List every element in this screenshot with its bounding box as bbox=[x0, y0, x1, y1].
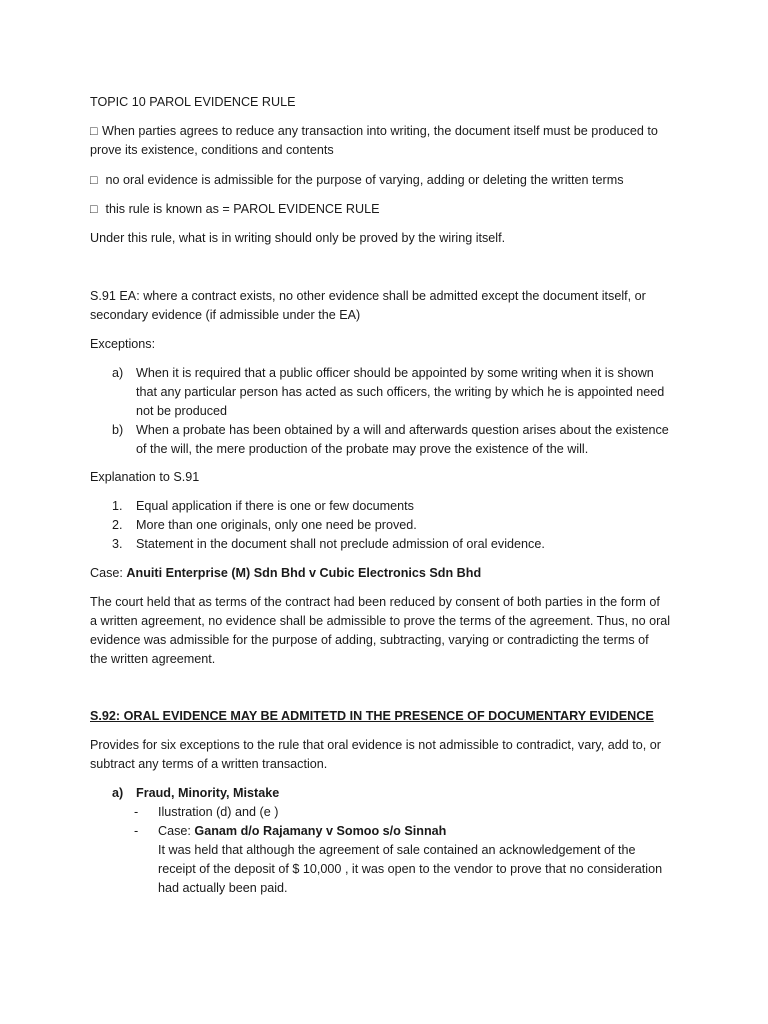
exception-b-line-1: When a probate has been obtained by a will and afterwards question arises about the existence bbox=[136, 423, 669, 437]
holding-line-2: a written agreement, no evidence shall be admissible to prove the terms of the agreement. Thus, no oral bbox=[90, 614, 671, 628]
holding-line-3: evidence was admissible for the purpose of adding, subtracting, varying or contradicting the terms of bbox=[90, 633, 649, 647]
exception-a-line-1: When it is required that a public officer should be appointed by some writing when it is shown bbox=[136, 366, 654, 380]
explanation-3-text: Statement in the document shall not preclude admission of oral evidence. bbox=[136, 537, 545, 551]
case-prefix: Case: bbox=[158, 824, 195, 838]
dash-marker: - bbox=[134, 824, 139, 838]
s92-intro-line-2: subtract any terms of a written transaction. bbox=[90, 757, 328, 771]
bullet-box-icon: □ bbox=[90, 124, 98, 138]
explanation-3-label: 3. bbox=[112, 537, 123, 551]
holding-line-4: the written agreement. bbox=[90, 652, 216, 666]
intro-point-1 bbox=[90, 122, 658, 141]
intro-summary: Under this rule, what is in writing should only be proved by the wiring itself. bbox=[90, 231, 506, 245]
s92-case-line-2: receipt of the deposit of $ 10,000 , it was open to the vendor to prove that no consideration bbox=[158, 862, 663, 876]
explanation-2-label: 2. bbox=[112, 518, 123, 532]
explanation-1-label: 1. bbox=[112, 499, 123, 513]
exception-b-label: b) bbox=[112, 423, 124, 437]
s92-case bbox=[158, 822, 446, 841]
s92-intro-line-1: Provides for six exceptions to the rule that oral evidence is not admissible to contradict, vary, add to, or bbox=[90, 738, 661, 752]
intro-point-2 bbox=[90, 171, 624, 190]
s92-case-line-1: It was held that although the agreement of sale contained an acknowledgement of the bbox=[158, 843, 636, 857]
holding-line-1: The court held that as terms of the contract had been reduced by consent of both parties in the form of bbox=[90, 595, 660, 609]
s92-heading: S.92: ORAL EVIDENCE MAY BE ADMITETD IN THE PRESENCE OF DOCUMENTARY EVIDENCE bbox=[90, 709, 654, 723]
s91-line-1: S.91 EA: where a contract exists, no other evidence shall be admitted except the document itself, or bbox=[90, 289, 646, 303]
s91-line-2: secondary evidence (if admissible under the EA) bbox=[90, 308, 361, 322]
intro-point-1-line-1: When parties agrees to reduce any transaction into writing, the document itself must be produced to bbox=[102, 124, 658, 138]
bullet-box-icon: □ bbox=[90, 202, 98, 216]
s92-case-line-3: had actually been paid. bbox=[158, 881, 288, 895]
case-name: Anuiti Enterprise (M) Sdn Bhd v Cubic Electronics Sdn Bhd bbox=[126, 566, 482, 580]
explanation-heading: Explanation to S.91 bbox=[90, 470, 200, 484]
page-title: TOPIC 10 PAROL EVIDENCE RULE bbox=[90, 95, 296, 109]
case-prefix: Case: bbox=[90, 566, 127, 580]
explanation-2-text: More than one originals, only one need be proved. bbox=[136, 518, 417, 532]
exception-a-label: a) bbox=[112, 366, 124, 380]
exception-a-line-2: that any particular person has acted as such officers, the writing by which he is appointed need bbox=[136, 385, 665, 399]
s91-case bbox=[90, 564, 481, 583]
intro-point-3 bbox=[90, 200, 380, 219]
intro-point-3-text: this rule is known as = PAROL EVIDENCE RULE bbox=[102, 202, 380, 216]
exception-a-line-3: not be produced bbox=[136, 404, 228, 418]
item-a-title: Fraud, Minority, Mistake bbox=[136, 786, 280, 800]
explanation-1-text: Equal application if there is one or few documents bbox=[136, 499, 414, 513]
case-name: Ganam d/o Rajamany v Somoo s/o Sinnah bbox=[194, 824, 447, 838]
item-a-label: a) bbox=[112, 786, 124, 800]
intro-point-2-text: no oral evidence is admissible for the purpose of varying, adding or deleting the written terms bbox=[102, 173, 624, 187]
exceptions-heading: Exceptions: bbox=[90, 337, 156, 351]
intro-point-1-line-2: prove its existence, conditions and contents bbox=[90, 143, 334, 157]
illustration-text: Ilustration (d) and (e ) bbox=[158, 805, 279, 819]
dash-marker: - bbox=[134, 805, 139, 819]
bullet-box-icon: □ bbox=[90, 173, 98, 187]
exception-b-line-2: of the will, the mere production of the probate may prove the existence of the will. bbox=[136, 442, 589, 456]
